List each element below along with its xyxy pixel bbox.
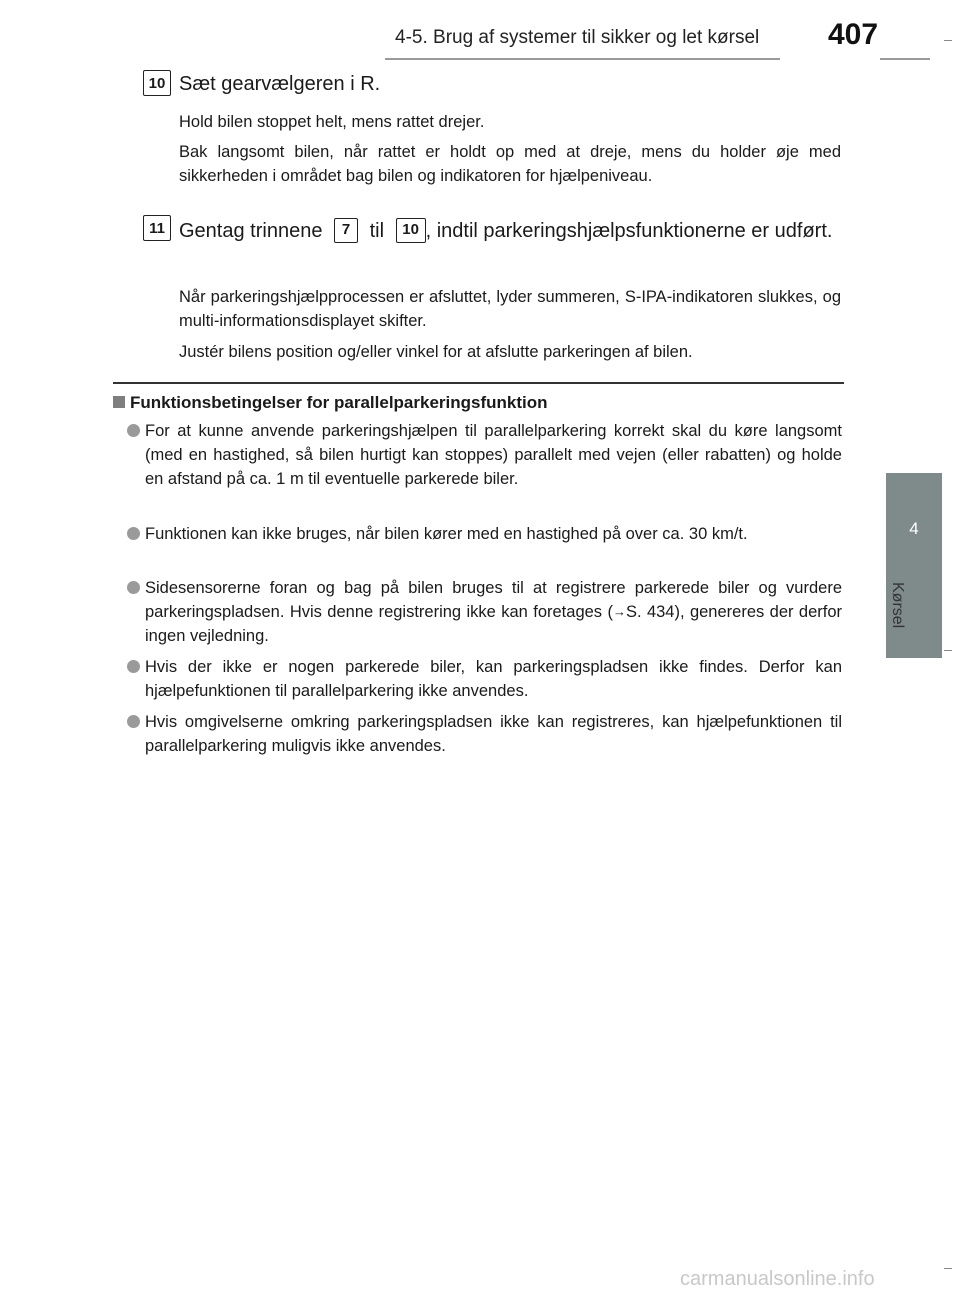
section-heading	[113, 393, 548, 413]
list-item	[127, 522, 842, 546]
bullet-dot-icon	[127, 715, 140, 728]
section-divider	[113, 382, 844, 384]
step-11-title	[179, 214, 841, 248]
step-11-title-middle: til	[369, 220, 385, 242]
arrow-right-icon: →	[612, 604, 626, 619]
page-number: 407	[828, 18, 879, 51]
step-11-title-before: Gentag trinnene	[179, 220, 323, 242]
list-item-text: Hvis omgivelserne omkring parkeringspladsen ikke kan registreres, kan hjælpefunktionen til parallelparkering muligvis ikke anvendes.	[145, 713, 842, 755]
step-10-title: Sæt gearvælgeren i R.	[179, 73, 381, 95]
step-10-paragraph-2: Bak langsomt bilen, når rattet er holdt op med at dreje, mens du holder øje med sikkerheden i området bag bilen og indikatoren for hjælpeniveau.	[179, 143, 841, 185]
list-item	[127, 576, 842, 648]
list-item	[127, 655, 842, 703]
section-header-title: 4-5. Brug af systemer til sikker og let kørsel	[395, 27, 760, 48]
crop-mark-mid	[944, 650, 952, 651]
crop-mark-bottom	[944, 1268, 952, 1269]
step-ref-10: 10	[396, 218, 426, 243]
watermark: carmanualsonline.info	[680, 1268, 875, 1290]
header-rule-left	[385, 58, 780, 60]
list-item	[127, 710, 842, 758]
list-item-text-part-2: S. 434), genereres der derfor ingen vejledning.	[145, 603, 842, 645]
list-item-text: Hvis der ikke er nogen parkerede biler, kan parkeringspladsen ikke findes. Derfor kan hjælpefunktionen til parallelparkering ikke anvendes.	[145, 658, 842, 700]
step-badge-10: 10	[143, 70, 171, 96]
bullet-dot-icon	[127, 660, 140, 673]
section-square-icon	[113, 396, 125, 408]
bullet-dot-icon	[127, 581, 140, 594]
crop-mark-top	[944, 40, 952, 41]
list-item-text	[145, 576, 842, 648]
bullet-dot-icon	[127, 527, 140, 540]
bullet-dot-icon	[127, 424, 140, 437]
step-11-paragraph-2: Justér bilens position og/eller vinkel for at afslutte parkeringen af bilen.	[179, 343, 693, 361]
step-ref-7: 7	[334, 218, 358, 243]
step-11-paragraph-1: Når parkeringshjælpprocessen er afsluttet, lyder summeren, S-IPA-indikatoren slukkes, og multi-informationsdisplayet skifter.	[179, 288, 841, 330]
step-badge-11: 11	[143, 215, 171, 241]
list-item-text: Funktionen kan ikke bruges, når bilen kører med en hastighed på over ca. 30 km/t.	[145, 525, 748, 543]
step-11-title-after: , indtil parkeringshjælpsfunktionerne er udført.	[425, 220, 833, 242]
section-heading-text: Funktionsbetingelser for parallelparkeringsfunktion	[130, 393, 548, 412]
chapter-number: 4	[909, 519, 919, 538]
list-item-text-part-1: Sidesensorerne foran og bag på bilen bruges til at registrere parkerede biler og vurdere parkeringspladsen. Hvis denne registrering ikke kan foretages (	[145, 579, 842, 621]
chapter-label: Kørsel	[889, 582, 906, 629]
list-item	[127, 419, 842, 491]
header-rule-right	[880, 58, 930, 60]
step-10-paragraph-1: Hold bilen stoppet helt, mens rattet drejer.	[179, 113, 485, 131]
list-item-text: For at kunne anvende parkeringshjælpen til parallelparkering korrekt skal du køre langsomt (med en hastighed, så bilen hurtigt kan stoppes) parallelt med vejen (eller rabatten) og holde en afstand på ca. 1 m til eventuelle parkerede biler.	[145, 422, 842, 488]
chapter-tab	[886, 473, 942, 658]
